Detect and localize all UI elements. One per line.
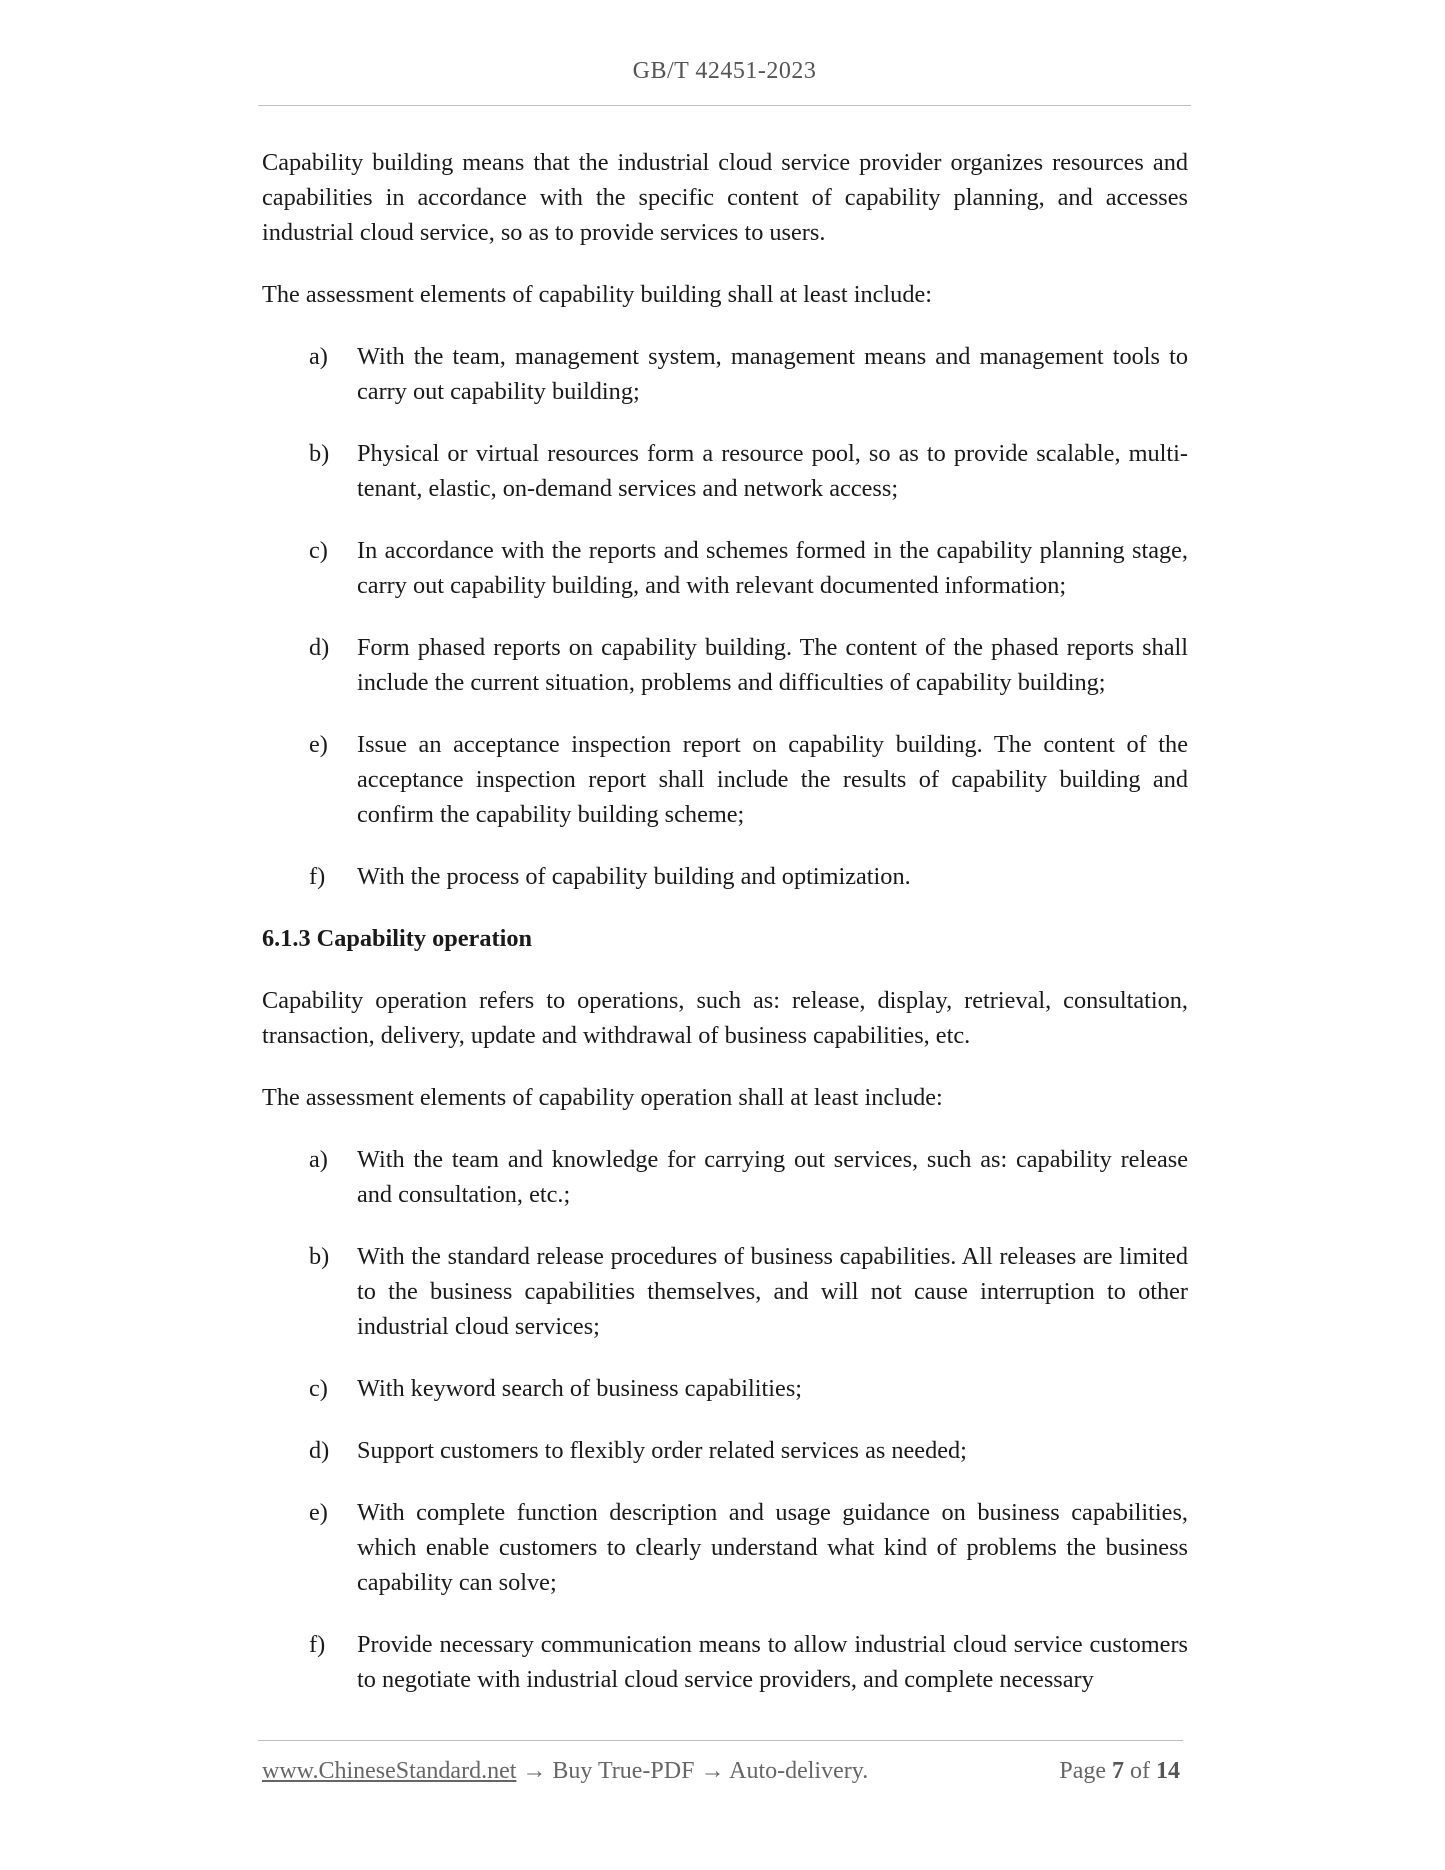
capability-operation-intro: Capability operation refers to operations, such as: release, display, retrieval, consultation, transaction, delivery, update and withdrawal of business capabilities, etc. xyxy=(262,987,1188,1049)
header-divider xyxy=(258,105,1191,106)
list-item xyxy=(262,727,1188,832)
list-item xyxy=(262,1495,1188,1600)
list-item-label: a) xyxy=(309,1146,328,1173)
capability-operation-lead: The assessment elements of capability operation shall at least include: xyxy=(262,1084,943,1111)
list-item-label: d) xyxy=(309,1437,330,1464)
list-item xyxy=(262,630,1188,700)
list-item-label: c) xyxy=(309,1375,328,1402)
page-body xyxy=(262,145,1188,1724)
list-item-label: d) xyxy=(309,634,330,661)
footer-divider xyxy=(258,1740,1183,1741)
list-item-text: With the process of capability building and optimization. xyxy=(357,863,911,890)
list-item-label: f) xyxy=(309,863,326,890)
list-item xyxy=(262,339,1188,409)
list-item-text: Physical or virtual resources form a resource pool, so as to provide scalable, multi-tenant, elastic, on-demand services and network access; xyxy=(357,440,1188,502)
list-item-text: With the standard release procedures of business capabilities. All releases are limited to the business capabilities themselves, and will not cause interruption to other industrial cloud services; xyxy=(357,1243,1188,1340)
page-indicator xyxy=(1059,1758,1180,1785)
list-item-label: e) xyxy=(309,731,328,758)
list-item xyxy=(262,1627,1188,1697)
of-word: of xyxy=(1130,1758,1150,1784)
list-item-text: Issue an acceptance inspection report on capability building. The content of the acceptance inspection report shall include the results of capability building and confirm the capability building scheme; xyxy=(357,731,1188,828)
current-page-number: 7 xyxy=(1112,1758,1124,1784)
list-item-label: a) xyxy=(309,343,328,370)
list-item xyxy=(262,1239,1188,1344)
list-item-text: Form phased reports on capability building. The content of the phased reports shall include the current situation, problems and difficulties of capability building; xyxy=(357,634,1188,696)
list-item xyxy=(262,1142,1188,1212)
list-item xyxy=(262,859,1188,894)
list-item xyxy=(262,533,1188,603)
capability-building-intro: Capability building means that the industrial cloud service provider organizes resources and capabilities in accordance with the specific content of capability planning, and accesses industrial cloud service, so as to provide services to users. xyxy=(262,149,1188,246)
list-item-text: With the team, management system, management means and management tools to carry out capability building; xyxy=(357,343,1188,405)
list-item-label: f) xyxy=(309,1631,326,1658)
list-item-text: Provide necessary communication means to allow industrial cloud service customers to negotiate with industrial cloud service providers, and complete necessary xyxy=(357,1631,1188,1693)
website-link[interactable]: www.ChineseStandard.net xyxy=(262,1758,517,1784)
list-item xyxy=(262,1371,1188,1406)
list-item-text: With keyword search of business capabilities; xyxy=(357,1375,803,1402)
list-item xyxy=(262,436,1188,506)
capability-operation-list xyxy=(262,1142,1188,1697)
footer-promo xyxy=(262,1758,868,1785)
list-item-text: In accordance with the reports and schemes formed in the capability planning stage, carry out capability building, and with relevant documented information; xyxy=(357,537,1188,599)
list-item-label: e) xyxy=(309,1499,328,1526)
list-item xyxy=(262,1433,1188,1468)
capability-building-list xyxy=(262,339,1188,894)
page-word: Page xyxy=(1059,1758,1106,1784)
list-item-text: Support customers to flexibly order related services as needed; xyxy=(357,1437,967,1464)
list-item-text: With complete function description and usage guidance on business capabilities, which enable customers to clearly understand what kind of problems the business capability can solve; xyxy=(357,1499,1188,1596)
footer-promo-text: → Buy True-PDF → Auto-delivery. xyxy=(522,1758,869,1784)
list-item-text: With the team and knowledge for carrying out services, such as: capability release and consultation, etc.; xyxy=(357,1146,1188,1208)
section-heading-capability-operation: 6.1.3 Capability operation xyxy=(262,925,532,952)
capability-building-lead: The assessment elements of capability building shall at least include: xyxy=(262,281,933,308)
document-header: GB/T 42451-2023 xyxy=(632,58,817,84)
total-page-count: 14 xyxy=(1156,1758,1180,1784)
list-item-label: b) xyxy=(309,440,330,467)
list-item-label: b) xyxy=(309,1243,330,1270)
list-item-label: c) xyxy=(309,537,328,564)
